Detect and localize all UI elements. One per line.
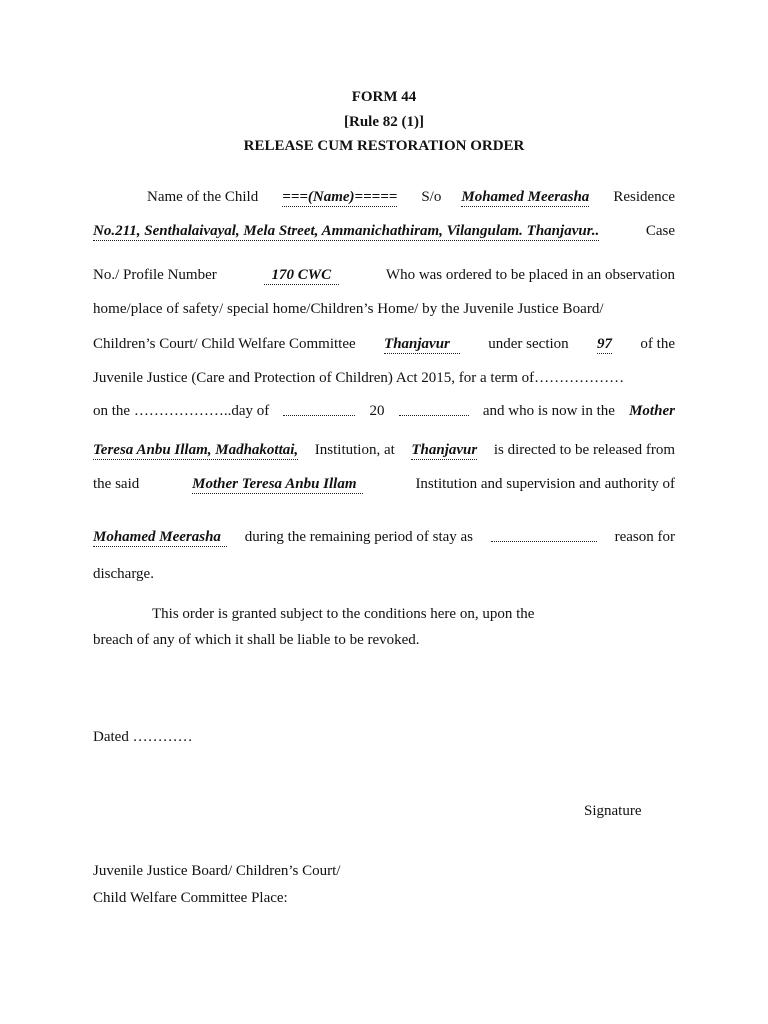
line-home-types: home/place of safety/ special home/Children’s Home/ by the Juvenile Justice Board/ <box>93 301 604 317</box>
guardian-name-field: Mohamed Meerasha <box>93 528 227 547</box>
institution-name-part1: Mother <box>629 403 675 419</box>
form-number: FORM 44 <box>351 89 417 105</box>
year-blank <box>399 402 469 416</box>
label-case: Case <box>645 223 675 239</box>
text-ordered-placed: Who was ordered to be placed in an observation <box>385 267 675 283</box>
label-son-of: S/o <box>421 189 442 205</box>
text-childrens-court: Children’s Court/ Child Welfare Committee <box>93 336 356 352</box>
line-guardian <box>93 528 675 547</box>
line-address <box>93 222 675 241</box>
case-number-field: 170 CWC <box>264 266 340 285</box>
text-supervision-authority: Institution and supervision and authority of <box>415 476 675 492</box>
line-institution <box>93 441 675 460</box>
label-under-section: under section <box>488 336 569 352</box>
father-name-field: Mohamed Meerasha <box>461 189 590 205</box>
document-title: RELEASE CUM RESTORATION ORDER <box>243 138 525 154</box>
reason-blank <box>491 528 597 542</box>
text-on-the-day-of: on the ………………..day of <box>93 403 270 419</box>
address-field: No.211, Senthalaivayal, Mela Street, Ammanichathiram, Vilangulam. Thanjavur.. <box>93 223 600 239</box>
rule-reference: [Rule 82 (1)] <box>344 114 424 130</box>
committee-place-field: Thanjavur <box>384 335 460 354</box>
release-place-field: Thanjavur <box>411 442 478 458</box>
line-date-term <box>93 402 675 420</box>
line-discharge: discharge. <box>93 566 154 582</box>
label-residence: Residence <box>613 189 675 205</box>
text-remaining-period: during the remaining period of stay as <box>244 529 474 545</box>
child-name-field: ===(Name)===== <box>282 189 398 205</box>
text-year-20: 20 <box>369 403 385 419</box>
text-of-the: of the <box>640 336 675 352</box>
label-name-of-child: Name of the Child <box>147 189 259 205</box>
institution-name-part2: Teresa Anbu Illam, Madhakottai, <box>93 442 299 458</box>
label-profile-number: No./ Profile Number <box>93 267 217 283</box>
line-act: Juvenile Justice (Care and Protection of Children) Act 2015, for a term of……………… <box>93 370 625 386</box>
section-field: 97 <box>597 336 613 352</box>
institution-short-field: Mother Teresa Anbu Illam <box>192 475 362 494</box>
line-said-institution <box>93 475 675 494</box>
line-committee <box>93 335 675 354</box>
signature-label: Signature <box>584 803 642 819</box>
conditions-line1: This order is granted subject to the conditions here on, upon the <box>152 606 535 622</box>
authority-line1: Juvenile Justice Board/ Children’s Court/ <box>93 863 341 879</box>
text-directed-released: is directed to be released from <box>493 442 675 458</box>
text-the-said: the said <box>93 476 140 492</box>
line-name-of-child <box>147 188 675 207</box>
dated-field: Dated ………… <box>93 729 193 745</box>
text-now-in-the: and who is now in the <box>482 403 615 419</box>
conditions-line2: breach of any of which it shall be liable to be revoked. <box>93 632 420 648</box>
authority-line2: Child Welfare Committee Place: <box>93 890 288 906</box>
text-institution-at: Institution, at <box>314 442 395 458</box>
day-blank <box>283 402 355 416</box>
line-profile-number <box>93 266 675 285</box>
text-reason-for: reason for <box>614 529 675 545</box>
